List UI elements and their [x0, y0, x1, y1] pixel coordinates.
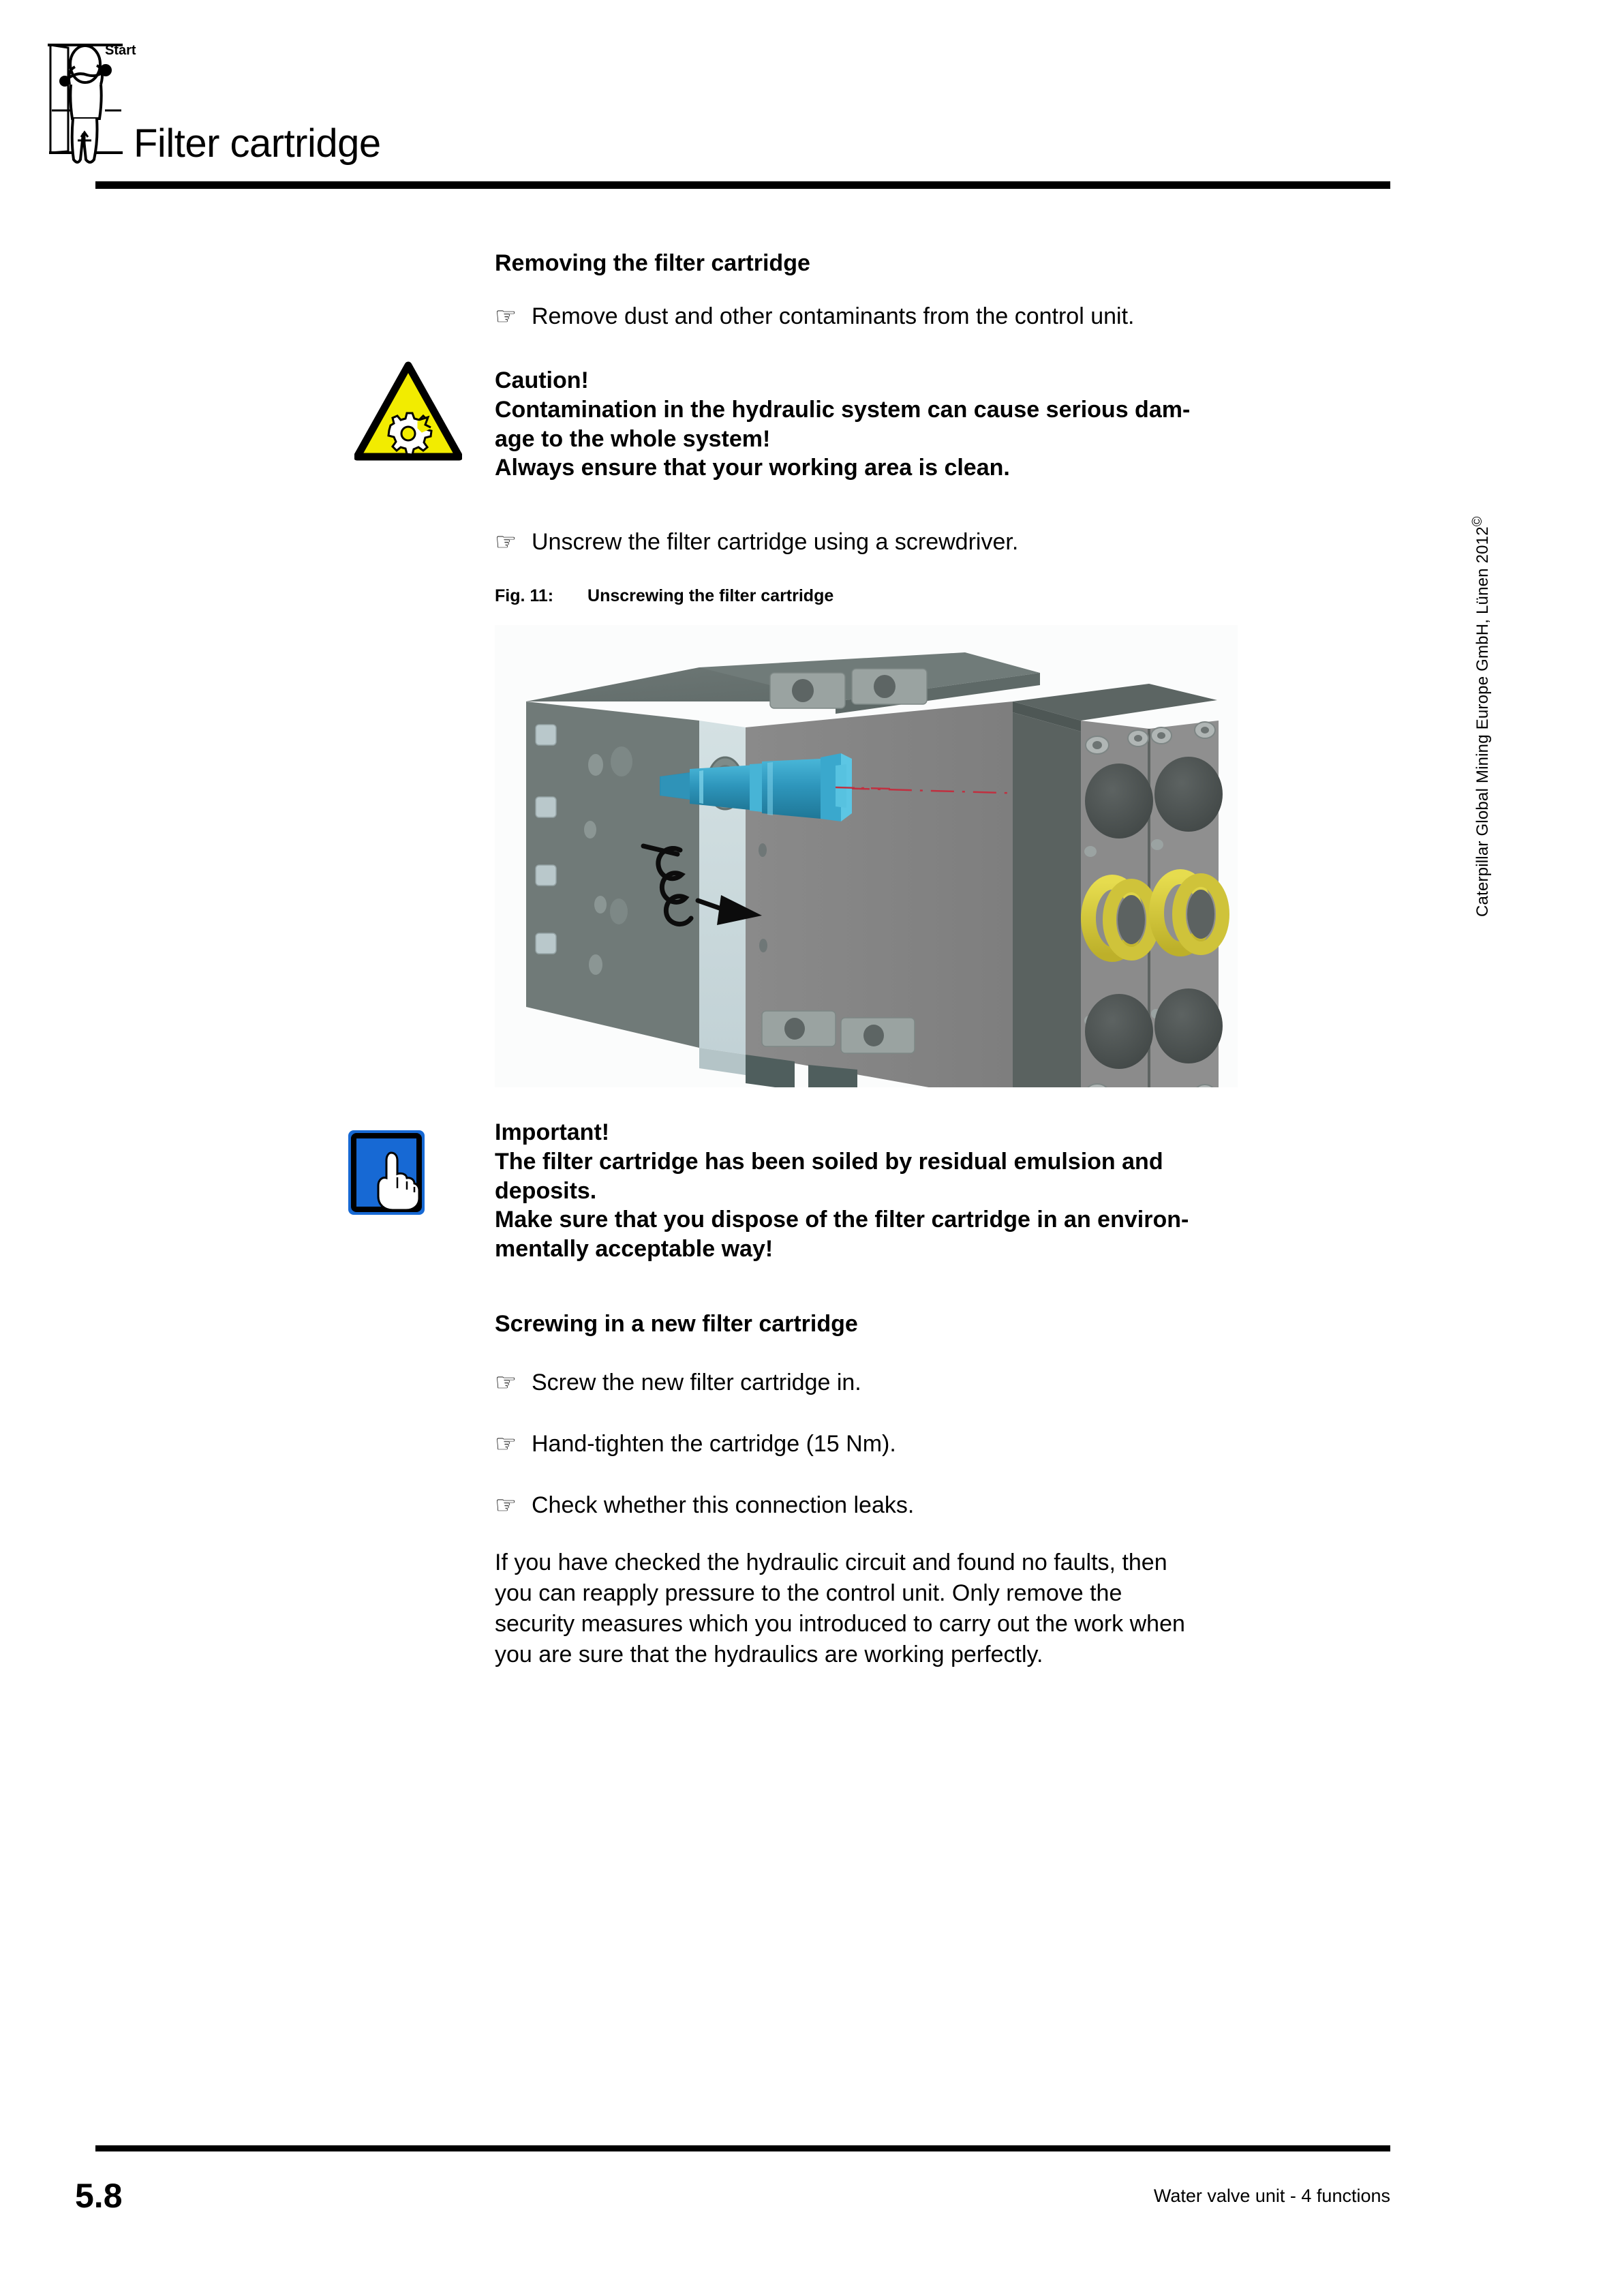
closing-line-2: you can reapply pressure to the control unit. Only remove the: [495, 1580, 1122, 1606]
pointing-hand-bullet-icon: ☞: [495, 302, 517, 330]
section-heading-screwing: Screwing in a new filter cartridge: [495, 1311, 858, 1337]
copyright-mark: ©: [1470, 516, 1485, 527]
page-title: Filter cartridge: [134, 121, 381, 166]
footer-document-title: Water valve unit - 4 functions: [1153, 2186, 1390, 2206]
caution-line-3: Always ensure that your working area is clean.: [495, 455, 1010, 481]
important-block: [495, 1118, 1401, 1264]
caution-line-1: Contamination in the hydraulic system can cause serious dam-: [495, 396, 1191, 423]
step-screw-in: ☞ Screw the new filter cartridge in.: [495, 1368, 861, 1396]
page-number: 5.8: [75, 2177, 123, 2215]
copyright-sidebar: [1471, 440, 1491, 917]
step-hand-tighten: ☞ Hand-tighten the cartridge (15 Nm).: [495, 1430, 896, 1457]
figure-label: Fig. 11:: [495, 586, 554, 605]
caution-line-2: age to the whole system!: [495, 425, 771, 452]
figure-water-valve-unit: [495, 625, 1238, 1087]
step-remove-dust: ☞ Remove dust and other contaminants from the control unit.: [495, 302, 1135, 330]
start-label: Start: [105, 43, 136, 58]
closing-paragraph: [495, 1547, 1401, 1670]
figure-caption-text: Unscrewing the filter cartridge: [587, 586, 834, 605]
warning-triangle-gear-icon: [354, 361, 462, 461]
important-line-3: Make sure that you dispose of the filter cartridge in an environ-: [495, 1207, 1189, 1233]
caution-title: Caution!: [495, 367, 589, 393]
closing-line-3: security measures which you introduced to carry out the work when: [495, 1610, 1185, 1637]
page-header: [0, 0, 1622, 198]
pointing-hand-bullet-icon: ☞: [495, 1368, 517, 1396]
closing-line-4: you are sure that the hydraulics are working perfectly.: [495, 1641, 1043, 1667]
step-unscrew-cartridge: ☞ Unscrew the filter cartridge using a screwdriver.: [495, 528, 1019, 556]
section-heading-removing: Removing the filter cartridge: [495, 250, 810, 276]
important-line-4: mentally acceptable way!: [495, 1236, 774, 1263]
figure-caption: [495, 588, 1394, 605]
pointing-hand-bullet-icon: ☞: [495, 1491, 517, 1519]
pointing-hand-bullet-icon: ☞: [495, 528, 517, 556]
step-check-leaks: ☞ Check whether this connection leaks.: [495, 1491, 915, 1519]
pointing-hand-info-icon: [346, 1128, 427, 1217]
pointing-hand-bullet-icon: ☞: [495, 1430, 517, 1457]
closing-line-1: If you have checked the hydraulic circuit and found no faults, then: [495, 1550, 1167, 1575]
caution-block: [495, 366, 1401, 483]
important-line-2: deposits.: [495, 1177, 597, 1204]
header-divider: [95, 181, 1390, 189]
footer-divider: [95, 2145, 1390, 2151]
important-line-1: The filter cartridge has been soiled by residual emulsion and: [495, 1148, 1163, 1175]
copyright-text: Caterpillar Global Mining Europe GmbH, Lünen 2012: [1473, 526, 1492, 917]
important-title: Important!: [495, 1119, 610, 1145]
